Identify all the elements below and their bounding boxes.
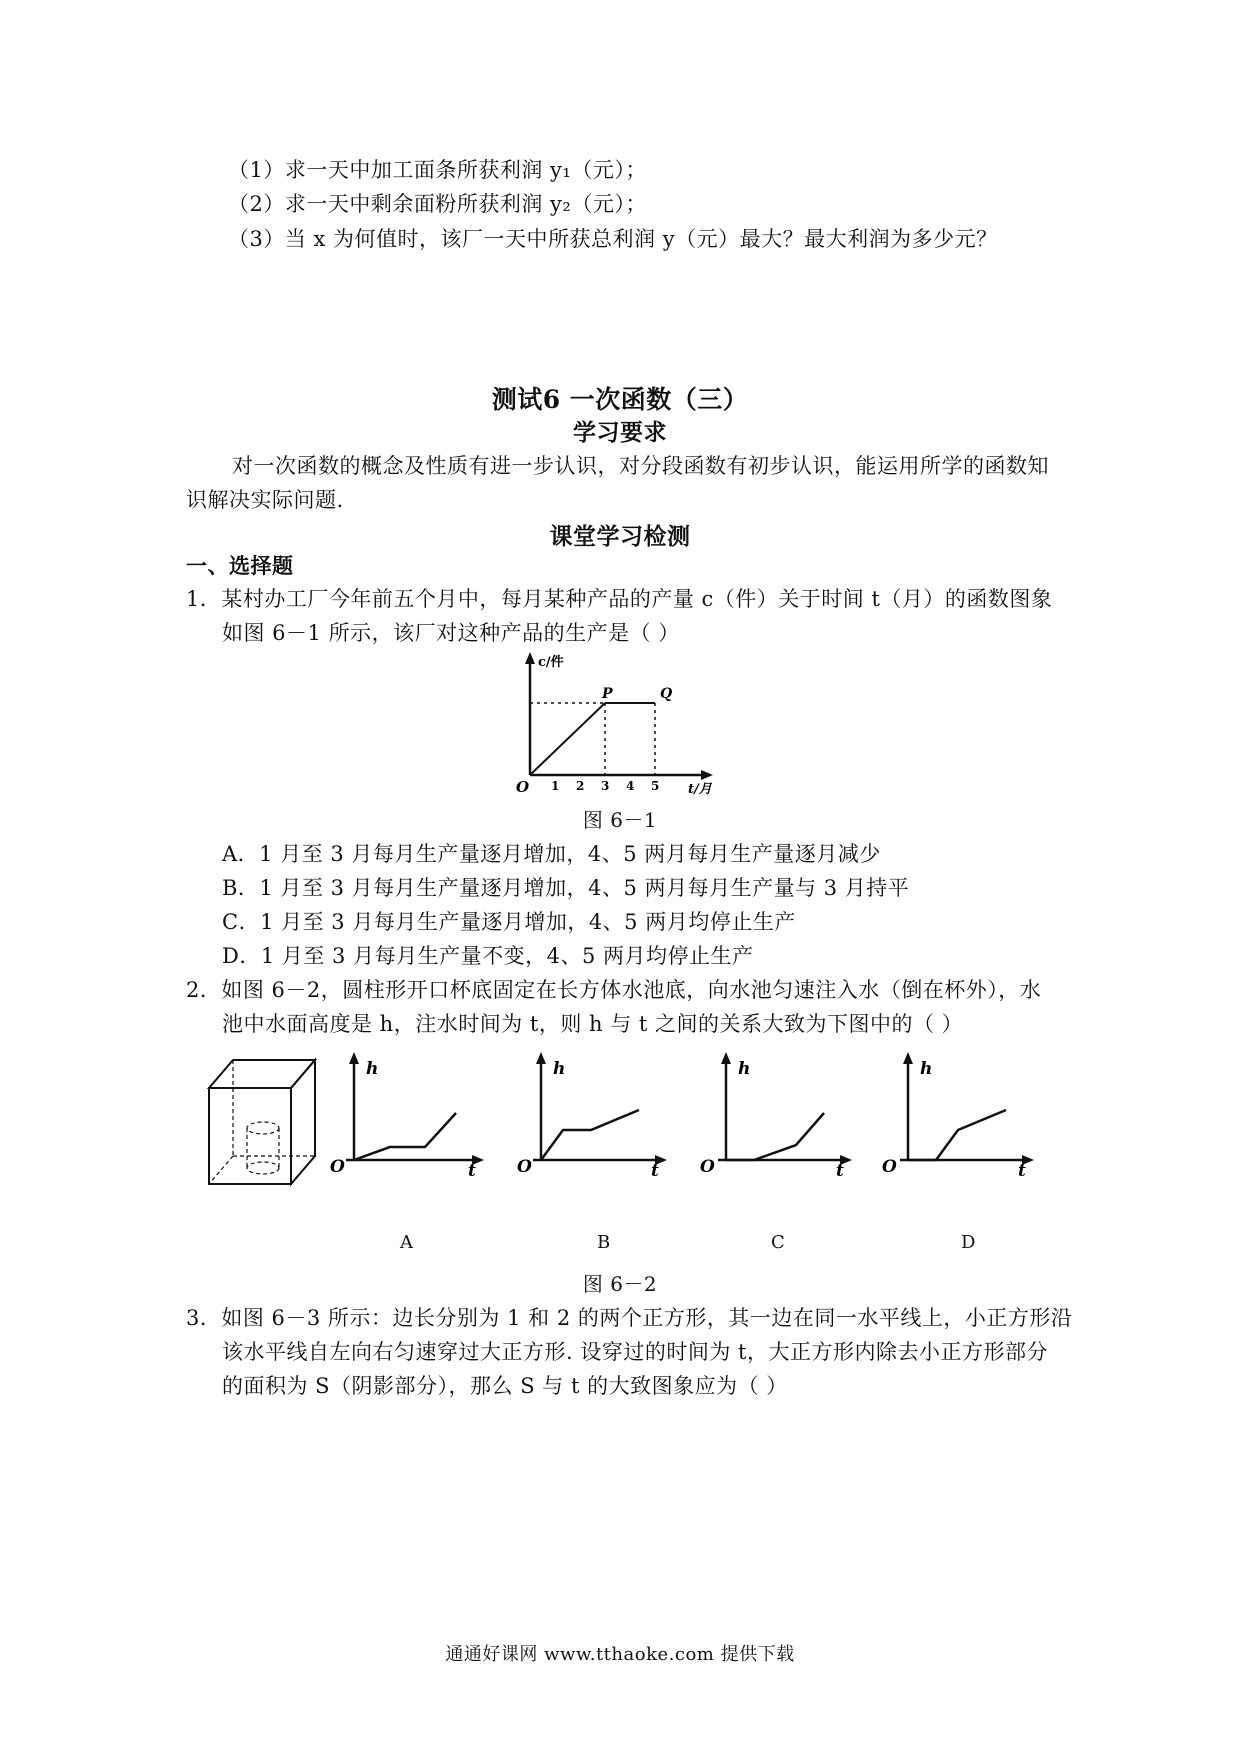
test-title: 测试6 一次函数（三） [491,385,749,414]
graph-c-origin: O [700,1157,715,1177]
graph-b-x-label: t [651,1161,659,1180]
q1-line-2: 如图 6－1 所示，该厂对这种产品的生产是（ ） [222,621,680,645]
graph-d-y-label: h [920,1059,933,1079]
graph-b [513,1050,673,1184]
graph-c-x-label: t [836,1161,844,1180]
section-title: 课堂学习检测 [549,523,691,550]
graph-d [880,1050,1040,1184]
point-p-label: P [602,686,613,702]
page-footer: 通通好课网 www.tthaoke.com 提供下载 [445,1644,795,1665]
prev-subquestion-1: （1）求一天中加工面条所获利润 y₁（元）； [228,158,647,182]
figure-6-1-caption: 图 6－1 [582,808,658,832]
origin-label: O [516,778,530,795]
q1-option-b: B．1 月至 3 月每月生产量逐月增加，4、5 两月每月生产量与 3 月持平 [222,876,910,900]
intro-line-1: 对一次函数的概念及性质有进一步认识，对分段函数有初步认识，能运用所学的函数知 [232,454,1049,478]
tick-3: 3 [601,779,610,793]
graph-c-label: C [771,1232,786,1253]
tick-2: 2 [576,779,585,793]
x-axis-label: t/月 [688,782,712,795]
graph-c-y-label: h [738,1059,751,1079]
graph-a-origin: O [330,1157,345,1177]
intro-line-2: 识解决实际问题. [186,488,344,512]
graph-a-y-label: h [366,1059,379,1079]
tick-1: 1 [551,779,560,793]
water-tank-figure [205,1050,325,1194]
q2-line-2: 池中水面高度是 h，注水时间为 t，则 h 与 t 之间的关系大致为下图中的（ ） [222,1012,964,1036]
q3-line-1: 3．如图 6－3 所示：边长分别为 1 和 2 的两个正方形，其一边在同一水平线上，小正方形沿 [186,1306,1073,1330]
q1-option-c: C．1 月至 3 月每月生产量逐月增加，4、5 两月均停止生产 [222,910,796,934]
y-axis-label: c/件 [538,655,564,670]
q3-line-2: 该水平线自左向右匀速穿过大正方形. 设穿过的时间为 t，大正方形内除去小正方形部分 [222,1340,1048,1364]
prev-subquestion-3: （3）当 x 为何值时，该厂一天中所获总利润 y（元）最大？最大利润为多少元？ [228,227,998,251]
q1-line-1: 1．某村办工厂今年前五个月中，每月某种产品的产量 c（件）关于时间 t（月）的函数图象 [186,587,1053,611]
graph-b-origin: O [517,1157,532,1177]
tick-5: 5 [651,779,660,793]
q2-line-1: 2．如图 6－2，圆柱形开口杯底固定在长方体水池底，向水池匀速注入水（倒在杯外），水 [186,978,1042,1002]
point-q-label: Q [660,686,673,702]
figure-6-2-caption: 图 6－2 [582,1272,658,1296]
graph-d-x-label: t [1018,1161,1026,1180]
tick-4: 4 [626,779,635,793]
graph-b-y-label: h [553,1059,566,1079]
q1-option-d: D．1 月至 3 月每月生产量不变，4、5 两月均停止生产 [222,944,754,968]
q3-line-3: 的面积为 S（阴影部分），那么 S 与 t 的大致图象应为（ ） [222,1374,788,1398]
figure-6-1 [510,650,740,799]
prev-subquestion-2: （2）求一天中剩余面粉所获利润 y₂（元）； [228,192,647,216]
graph-b-label: B [597,1232,611,1253]
graph-a [330,1050,490,1184]
graph-d-label: D [961,1232,976,1253]
part-title: 一、选择题 [186,553,294,578]
graph-a-x-label: t [468,1161,476,1180]
q1-option-a: A．1 月至 3 月每月生产量逐月增加，4、5 两月每月生产量逐月减少 [222,842,881,866]
graph-c [698,1050,858,1184]
graph-a-label: A [400,1232,414,1253]
graph-d-origin: O [882,1157,897,1177]
section-subtitle: 学习要求 [573,419,667,446]
